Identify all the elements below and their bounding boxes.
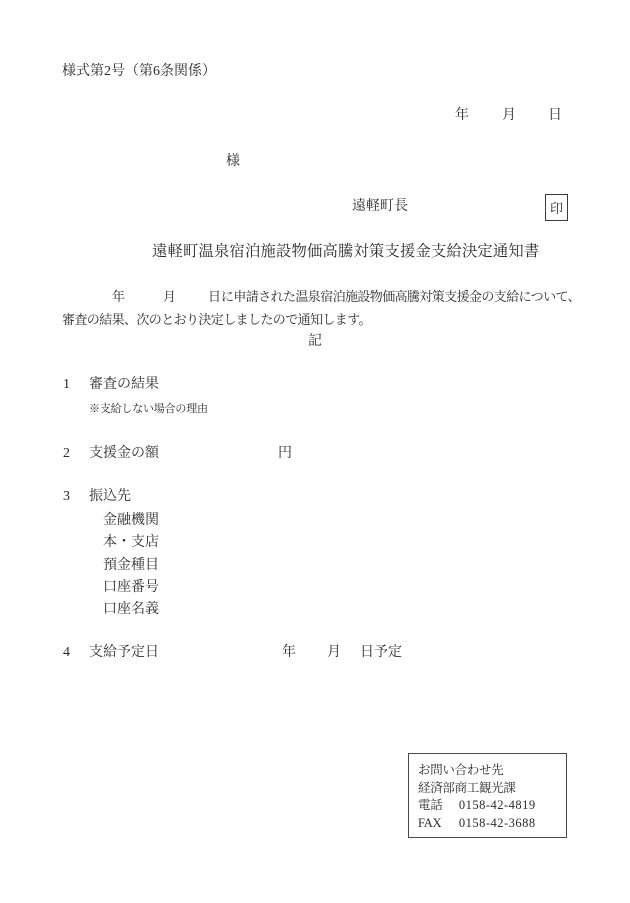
seal-character: 印 — [549, 201, 563, 216]
account-type-label: 預金種目 — [103, 558, 159, 573]
sender-title: 遠軽町長 — [352, 199, 408, 214]
body-date-day-label: 日 — [208, 289, 221, 304]
contact-phone-row — [418, 797, 560, 815]
no-payment-reason-note: ※支給しない場合の理由 — [89, 403, 208, 415]
addressee-honorific: 様 — [226, 154, 240, 169]
account-holder-label: 口座名義 — [103, 602, 159, 617]
section-4-label-scheduled-payment-date: 支給予定日 — [89, 645, 159, 660]
body-date-month-label: 月 — [163, 289, 176, 304]
section-1-label-examination-result: 審査の結果 — [89, 377, 159, 392]
header-date-year-label: 年 — [455, 108, 469, 123]
body-date-year-label: 年 — [112, 289, 125, 304]
fax-number: 0158-42-3688 — [458, 815, 536, 830]
body-line2: 審査の結果、次のとおり決定しましたので通知します。 — [62, 312, 371, 327]
yen-unit-label: 円 — [278, 446, 292, 461]
phone-label: 電話 — [418, 798, 443, 812]
contact-box — [408, 753, 567, 838]
header-date-day-label: 日 — [548, 108, 562, 123]
section-4-number: 4 — [63, 645, 70, 660]
contact-fax-row — [418, 815, 560, 833]
phone-number: 0158-42-4819 — [458, 798, 536, 812]
section-2-label-grant-amount: 支援金の額 — [89, 446, 159, 461]
section-1-number: 1 — [63, 377, 70, 392]
form-number: 様式第2号（第6条関係） — [62, 64, 216, 79]
branch-label: 本・支店 — [103, 535, 159, 550]
header-date-month-label: 月 — [502, 108, 516, 123]
fax-label: FAX — [418, 815, 442, 830]
contact-heading: お問い合わせ先 — [418, 763, 504, 777]
account-number-label: 口座番号 — [103, 580, 159, 595]
seal-box — [545, 194, 568, 221]
payment-date-month-label: 月 — [327, 645, 341, 660]
payment-date-day-suffix-label: 日予定 — [360, 645, 402, 660]
payment-date-year-label: 年 — [282, 645, 296, 660]
body-line1: に申請された温泉宿泊施設物価高騰対策支援金の支給について、 — [221, 289, 581, 304]
document-title: 遠軽町温泉宿泊施設物価高騰対策支援金支給決定通知書 — [152, 243, 540, 260]
financial-institution-label: 金融機関 — [103, 513, 159, 528]
section-3-number: 3 — [63, 489, 70, 504]
ki-heading: 記 — [308, 334, 322, 349]
section-3-label-transfer-destination: 振込先 — [89, 489, 131, 504]
section-2-number: 2 — [63, 446, 70, 461]
contact-department: 経済部商工観光課 — [418, 780, 516, 795]
